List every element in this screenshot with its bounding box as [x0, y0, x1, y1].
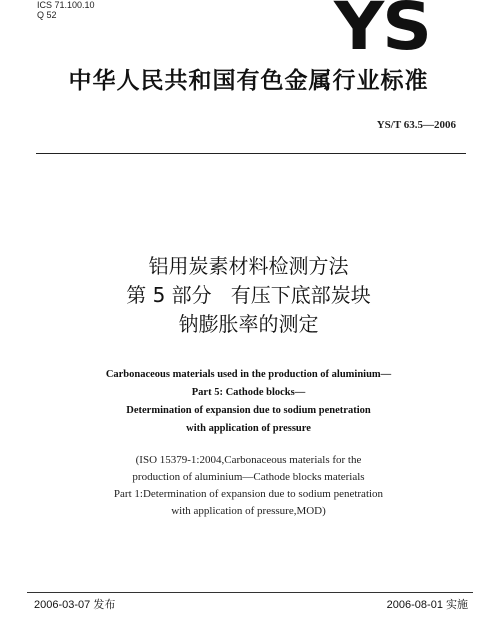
classification-codes [37, 0, 95, 20]
iso-reference [0, 452, 497, 520]
ics-code: ICS 71.100.10 [37, 0, 95, 10]
standard-number: YS/T 63.5—2006 [376, 119, 456, 131]
iso-reference-line: with application of pressure,MOD) [171, 505, 326, 517]
english-title-line: with application of pressure [186, 423, 311, 434]
chinese-title-line: 第 5 部分 有压下底部炭块 [126, 283, 371, 307]
english-title-line: Carbonaceous materials used in the production of aluminium— [105, 369, 392, 380]
publish-date: 2006-03-07 发布 [34, 599, 116, 611]
english-title-line: Determination of expansion due to sodium penetration [126, 405, 371, 416]
header-divider [36, 153, 466, 154]
implementation-date: 2006-08-01 实施 [386, 599, 468, 611]
ccs-code: Q 52 [37, 10, 57, 20]
chinese-title-line: 钠膨胀率的测定 [178, 312, 319, 336]
chinese-title-line: 铝用炭素材料检测方法 [148, 254, 349, 278]
chinese-title [0, 252, 497, 339]
ys-logo: YS [334, 0, 430, 65]
iso-reference-line: production of aluminium—Cathode blocks materials [132, 471, 365, 483]
iso-reference-line: Part 1:Determination of expansion due to sodium penetration [113, 488, 384, 500]
english-title [0, 366, 497, 438]
footer-divider [27, 592, 473, 593]
iso-reference-line: (ISO 15379-1:2004,Carbonaceous materials for the [135, 454, 362, 466]
english-title-line: Part 5: Cathode blocks— [191, 387, 306, 398]
issuing-organization: 中华人民共和国有色金属行业标准 [68, 68, 429, 94]
